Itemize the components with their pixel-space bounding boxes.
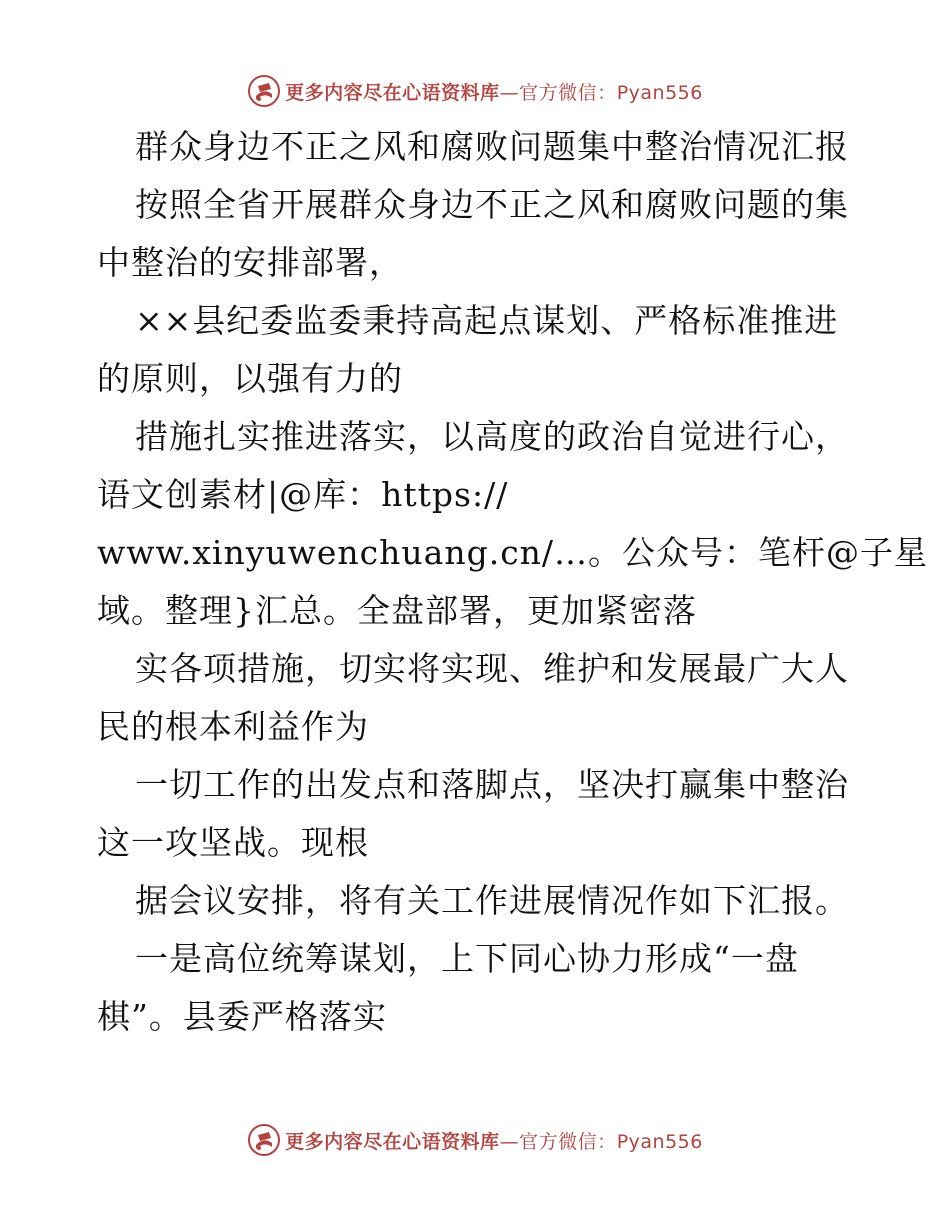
watermark-dash: —: [499, 81, 520, 104]
paragraph-line: 语文创素材|@库：https://: [97, 475, 509, 514]
document-title: 群众身边不正之风和腐败问题集中整治情况汇报: [135, 127, 849, 166]
watermark-dash: —: [499, 1130, 520, 1153]
paragraph-line: 这一攻坚战。现根: [97, 823, 369, 862]
footer-watermark: [0, 1120, 950, 1160]
paragraph-line: 据会议安排，将有关工作进展情况作如下汇报。: [135, 881, 849, 920]
paragraph-line: ××县纪委监委秉持高起点谋划、严格标准推进: [135, 301, 839, 340]
watermark-official: 官方微信: [519, 81, 598, 104]
paragraph-line: 措施扎实推进落实，以高度的政治自觉进行心，: [135, 417, 849, 456]
red-book-logo-icon: [247, 1123, 281, 1157]
watermark-main: 更多内容尽在心语资料库: [285, 1130, 500, 1153]
paragraph-line: 民的根本利益作为: [97, 707, 369, 746]
paragraph-line: 的原则，以强有力的: [97, 359, 403, 398]
document-body: [97, 122, 929, 1050]
paragraph-line: 域。整理}汇总。全盘部署，更加紧密落: [97, 591, 697, 630]
paragraph-line: 实各项措施，切实将实现、维护和发展最广大人: [135, 649, 849, 688]
paragraph-line: 一切工作的出发点和落脚点，坚决打赢集中整治: [135, 765, 849, 804]
watermark-id: Pyan556: [616, 81, 703, 104]
watermark-official: 官方微信: [519, 1130, 598, 1153]
paragraph-line: www.xinyuwenchuang.cn/…。公众号：笔杆@子星: [97, 533, 929, 572]
paragraph-line: 按照全省开展群众身边不正之风和腐败问题的集: [135, 185, 849, 224]
paragraph-line: 棋”。县委严格落实: [97, 997, 387, 1036]
paragraph-line: 中整治的安排部署，: [97, 243, 403, 282]
red-book-logo-icon: [247, 74, 281, 108]
watermark-colon: ：: [597, 1130, 617, 1153]
watermark-text: [285, 1127, 703, 1154]
watermark-text: [285, 78, 703, 105]
watermark-colon: ：: [597, 81, 617, 104]
header-watermark: [0, 71, 950, 111]
watermark-id: Pyan556: [616, 1130, 703, 1153]
watermark-main: 更多内容尽在心语资料库: [285, 81, 500, 104]
paragraph-line: 一是高位统筹谋划，上下同心协力形成“一盘: [135, 939, 799, 978]
